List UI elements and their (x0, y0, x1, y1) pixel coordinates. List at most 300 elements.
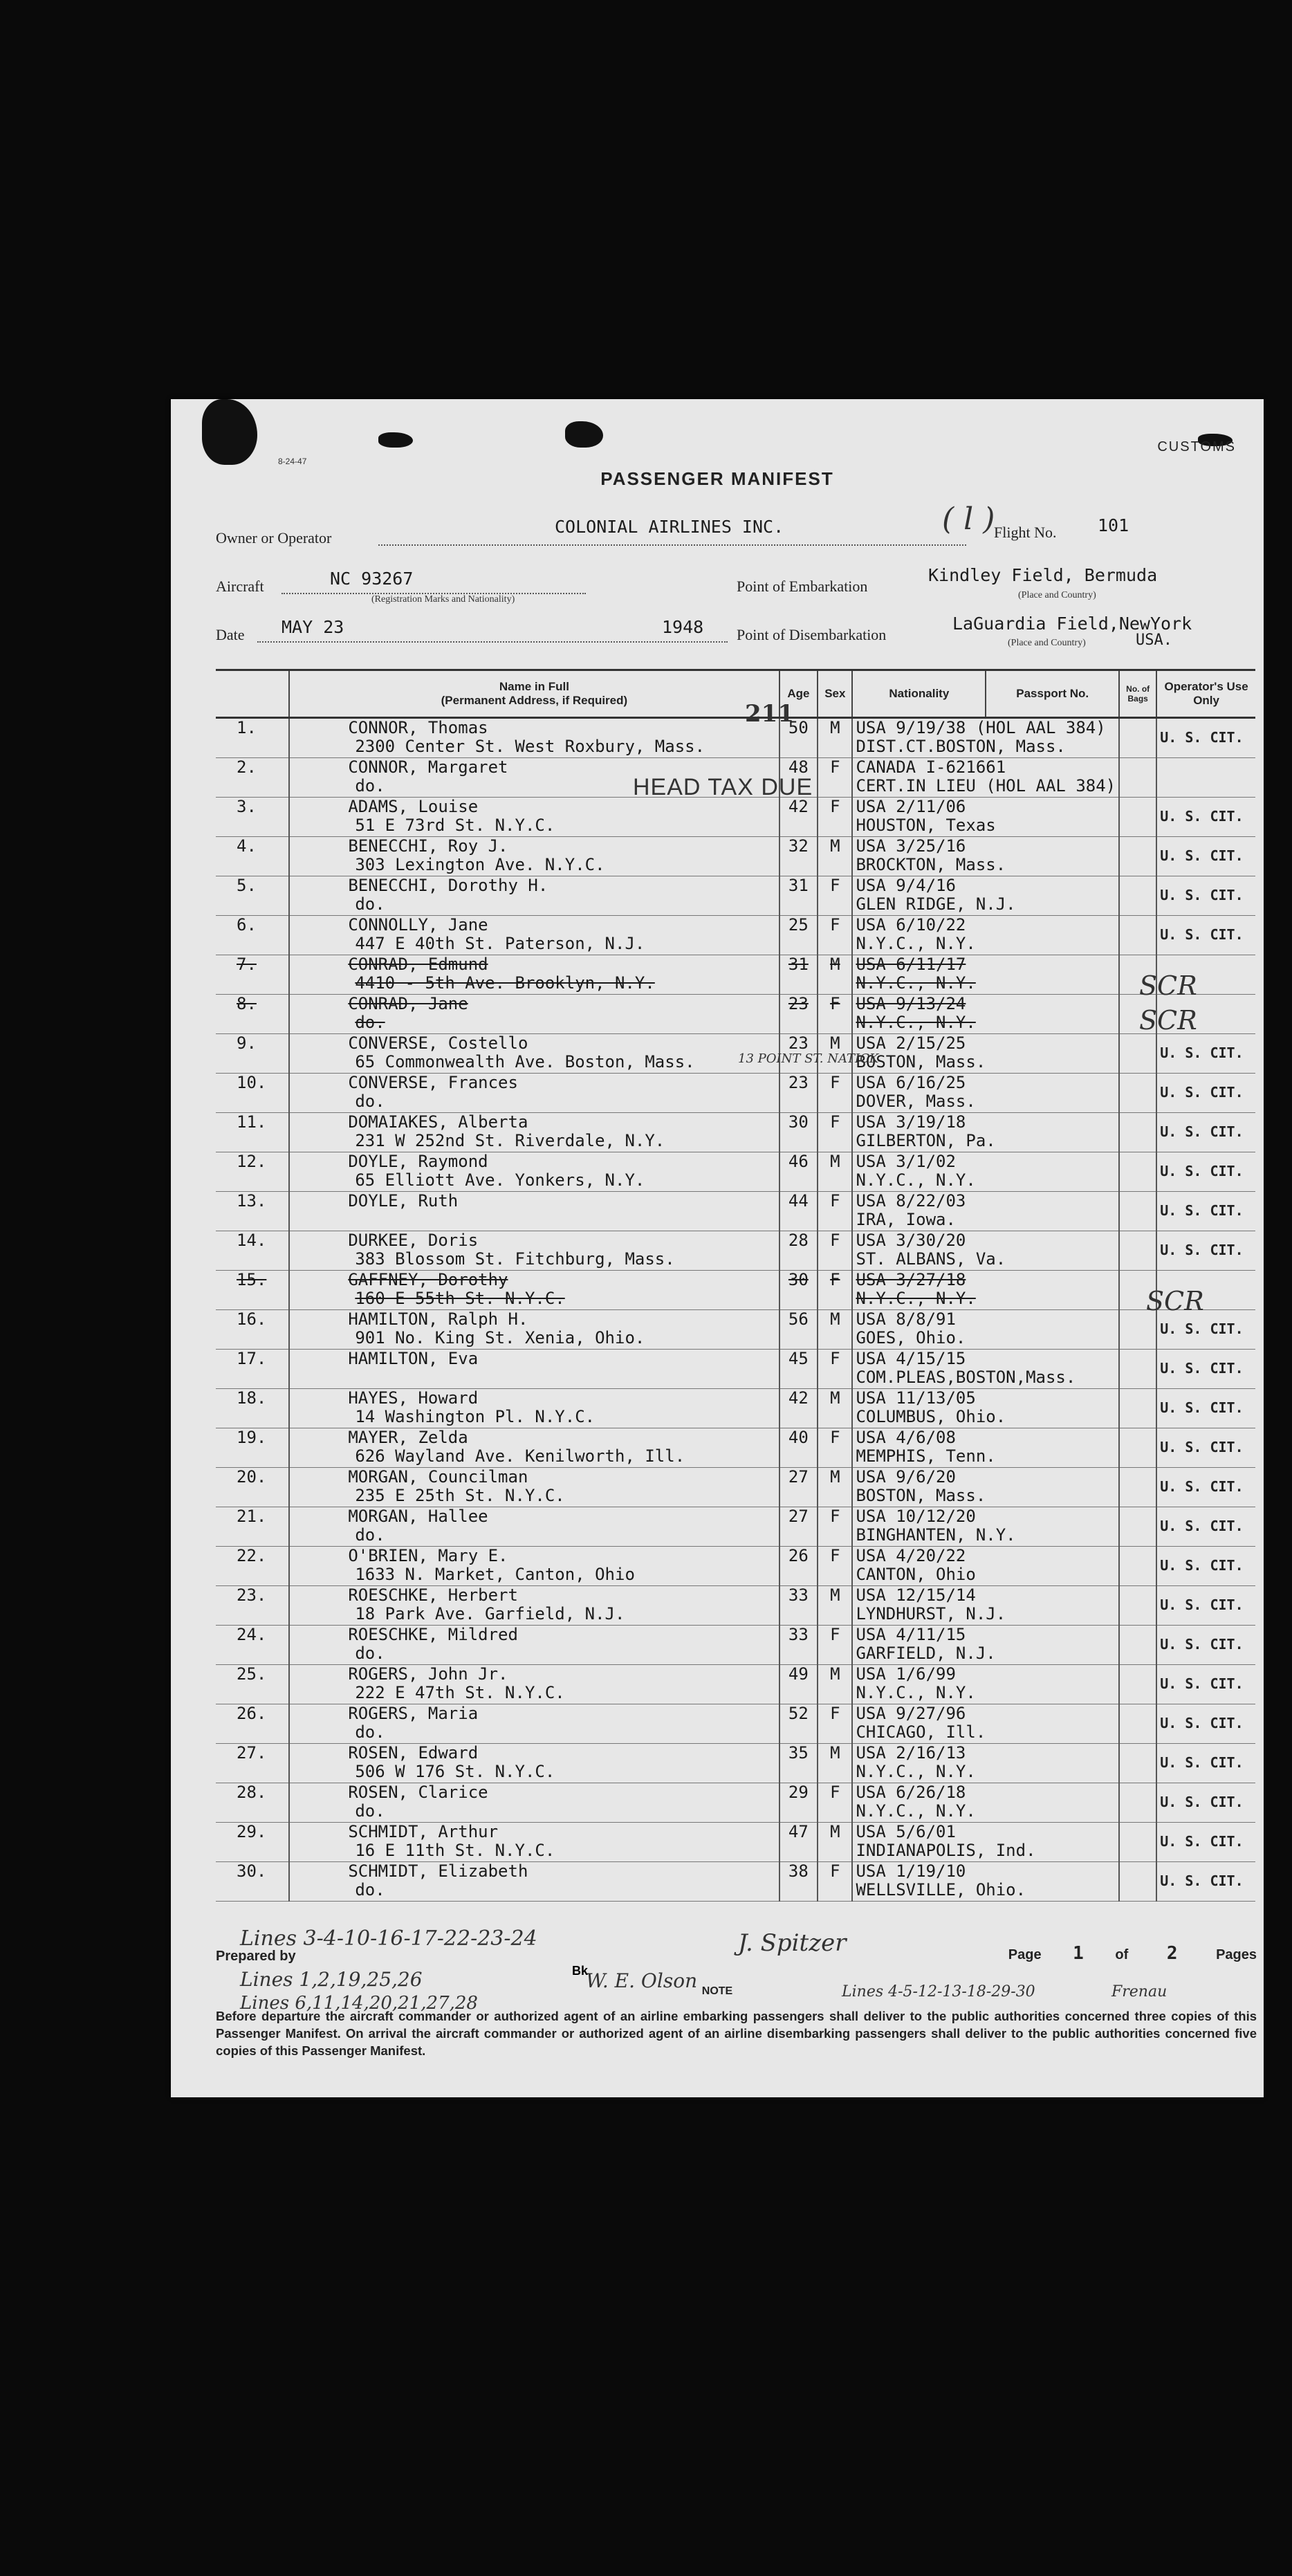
operator-stamp: U. S. CIT. (1160, 1675, 1244, 1692)
age-cell: 38 (779, 1862, 818, 1902)
sex-cell: M (818, 837, 852, 876)
table-row (216, 1428, 1255, 1468)
embark-label: Point of Embarkation (737, 578, 868, 595)
sex-cell: F (818, 1783, 852, 1823)
bk-label: Bk (572, 1964, 589, 1978)
operator-stamp: U. S. CIT. (1160, 1597, 1244, 1613)
form-number: 8-24-47 (278, 457, 307, 466)
passenger-address: do. (355, 1525, 385, 1545)
row-number: 25. (216, 1665, 289, 1704)
nationality-line-2: DOVER, Mass. (856, 1092, 976, 1111)
sex-cell: M (818, 1389, 852, 1428)
table-row (216, 1231, 1255, 1271)
bags-cell (1119, 916, 1156, 955)
passenger-table (216, 669, 1255, 1902)
age-cell: 27 (779, 1507, 818, 1547)
age-cell: 47 (779, 1823, 818, 1862)
page-label: Page (1008, 1947, 1042, 1962)
table-row (216, 1507, 1255, 1547)
passenger-name: O'BRIEN, Mary E. (348, 1546, 508, 1565)
operator-cell (1156, 1704, 1255, 1744)
passenger-name-cell (289, 955, 779, 995)
passenger-name-cell (289, 995, 779, 1034)
disembark-country: USA. (1136, 632, 1172, 649)
operator-cell (1156, 1231, 1255, 1271)
passenger-name: ROSEN, Clarice (348, 1783, 488, 1802)
sex-cell: F (818, 1862, 852, 1902)
operator-cell (1156, 718, 1255, 758)
table-row (216, 1034, 1255, 1074)
passenger-name: DURKEE, Doris (348, 1231, 479, 1250)
passenger-address: 65 Commonwealth Ave. Boston, Mass. (355, 1052, 695, 1071)
nationality-passport-cell (852, 837, 1119, 876)
passenger-name-cell (289, 1704, 779, 1744)
bags-cell (1119, 1586, 1156, 1626)
nationality-line-2: GLEN RIDGE, N.J. (856, 894, 1016, 914)
table-row (216, 1823, 1255, 1862)
passenger-name-cell (289, 1034, 779, 1074)
age-cell: 33 (779, 1626, 818, 1665)
nationality-line-2: N.Y.C., N.Y. (856, 973, 976, 993)
operator-stamp: U. S. CIT. (1160, 1557, 1244, 1574)
passenger-address: 65 Elliott Ave. Yonkers, N.Y. (355, 1170, 645, 1190)
nationality-passport-cell (852, 1152, 1119, 1192)
row-number: 24. (216, 1626, 289, 1665)
nationality-passport-cell (852, 1389, 1119, 1428)
aircraft-label: Aircraft (216, 578, 264, 595)
row-number: 14. (216, 1231, 289, 1271)
passenger-address: 2300 Center St. West Roxbury, Mass. (355, 737, 705, 756)
row-number: 3. (216, 798, 289, 837)
passenger-address: 447 E 40th St. Paterson, N.J. (355, 934, 645, 953)
bags-cell (1119, 1152, 1156, 1192)
operator-cell (1156, 1152, 1255, 1192)
row-number: 5. (216, 876, 289, 916)
bags-cell (1119, 1507, 1156, 1547)
passenger-name-cell (289, 1586, 779, 1626)
bags-cell (1119, 1350, 1156, 1389)
table-header-row (216, 670, 1255, 718)
nationality-line-1: USA 6/11/17 (856, 955, 966, 974)
disembark-label: Point of Disembarkation (737, 626, 887, 643)
operator-stamp: U. S. CIT. (1160, 1754, 1244, 1771)
hand-signature-a: J. Spitzer (738, 1929, 847, 1957)
nationality-line-2: MEMPHIS, Tenn. (856, 1446, 996, 1466)
nationality-passport-cell (852, 876, 1119, 916)
sex-cell: F (818, 1074, 852, 1113)
torn-edge-mark (565, 421, 603, 448)
passenger-name: ROESCHKE, Herbert (348, 1585, 518, 1605)
passenger-name: DOMAIAKES, Alberta (348, 1112, 528, 1132)
year-value: 1948 (662, 617, 704, 637)
nationality-line-2: COLUMBUS, Ohio. (856, 1407, 1006, 1426)
nationality-line-2: CERT.IN LIEU (HOL AAL 384) (856, 776, 1116, 795)
nationality-passport-cell (852, 1547, 1119, 1586)
nationality-line-1: CANADA I-621661 (856, 757, 1006, 777)
operator-stamp: U. S. CIT. (1160, 1715, 1244, 1731)
table-row (216, 1783, 1255, 1823)
passenger-name-cell (289, 1507, 779, 1547)
table-row (216, 876, 1255, 916)
sex-cell: F (818, 916, 852, 955)
table-row (216, 1468, 1255, 1507)
sex-cell: M (818, 1034, 852, 1074)
nationality-line-2: GARFIELD, N.J. (856, 1644, 996, 1663)
owner-value: COLONIAL AIRLINES INC. (555, 517, 784, 537)
bags-cell (1119, 876, 1156, 916)
passenger-address: do. (355, 1092, 385, 1111)
age-cell: 40 (779, 1428, 818, 1468)
nationality-line-2: LYNDHURST, N.J. (856, 1604, 1006, 1623)
table-row (216, 1389, 1255, 1428)
prepared-by-label: Prepared by (216, 1949, 296, 1964)
page-total: 2 (1166, 1943, 1178, 1964)
table-row (216, 1862, 1255, 1902)
nationality-line-1: USA 5/6/01 (856, 1822, 956, 1841)
passenger-name-cell (289, 1152, 779, 1192)
row-number: 2. (216, 758, 289, 798)
nationality-line-1: USA 1/6/99 (856, 1664, 956, 1684)
hand-line-1: Lines 3-4-10-16-17-22-23-24 (240, 1926, 537, 1951)
table-row (216, 837, 1255, 876)
passenger-name: ROSEN, Edward (348, 1743, 479, 1763)
operator-stamp: U. S. CIT. (1160, 1439, 1244, 1455)
passenger-name-cell (289, 1862, 779, 1902)
nationality-passport-cell (852, 1231, 1119, 1271)
operator-cell (1156, 1113, 1255, 1152)
of-label: of (1115, 1947, 1129, 1962)
passenger-name: DOYLE, Raymond (348, 1152, 488, 1171)
operator-cell (1156, 1862, 1255, 1902)
operator-stamp: U. S. CIT. (1160, 1123, 1244, 1140)
table-row (216, 995, 1255, 1034)
operator-cell (1156, 1350, 1255, 1389)
passenger-name-cell (289, 1074, 779, 1113)
header-name (289, 670, 779, 718)
scr-mark-row15: SCR (1146, 1286, 1204, 1316)
passenger-address: 235 E 25th St. N.Y.C. (355, 1486, 565, 1505)
nationality-line-2: N.Y.C., N.Y. (856, 1801, 976, 1821)
nationality-passport-cell (852, 1823, 1119, 1862)
nationality-line-1: USA 6/26/18 (856, 1783, 966, 1802)
disembark-value: LaGuardia Field,NewYork (952, 614, 1192, 634)
sex-cell: M (818, 1665, 852, 1704)
passenger-name: CONNOR, Margaret (348, 757, 508, 777)
operator-stamp: U. S. CIT. (1160, 1045, 1244, 1061)
passenger-name-cell (289, 1231, 779, 1271)
passenger-address: 901 No. King St. Xenia, Ohio. (355, 1328, 645, 1347)
nationality-passport-cell (852, 1428, 1119, 1468)
passenger-name: CONRAD, Jane (348, 994, 468, 1013)
sex-cell: M (818, 955, 852, 995)
operator-stamp (1160, 955, 1253, 965)
row-number: 4. (216, 837, 289, 876)
nationality-passport-cell (852, 955, 1119, 995)
nationality-line-1: USA 1/19/10 (856, 1861, 966, 1881)
passenger-name-cell (289, 1428, 779, 1468)
passenger-address: 51 E 73rd St. N.Y.C. (355, 816, 555, 835)
hand-line-4: Lines 4-5-12-13-18-29-30 (842, 1983, 1035, 2000)
passenger-address: 160 E 55th St. N.Y.C. (355, 1289, 565, 1308)
passenger-address: 4410 - 5th Ave. Brooklyn, N.Y. (355, 973, 655, 993)
nationality-passport-cell (852, 1704, 1119, 1744)
bags-cell (1119, 718, 1156, 758)
nationality-line-2: N.Y.C., N.Y. (856, 1289, 976, 1308)
bags-cell (1119, 1192, 1156, 1231)
age-cell: 42 (779, 1389, 818, 1428)
nationality-line-2: N.Y.C., N.Y. (856, 1013, 976, 1032)
operator-stamp: U. S. CIT. (1160, 1873, 1244, 1889)
row-number: 30. (216, 1862, 289, 1902)
age-cell: 32 (779, 837, 818, 876)
passenger-name-cell (289, 1310, 779, 1350)
passenger-name: GAFFNEY, Dorothy (348, 1270, 508, 1289)
table-row (216, 1744, 1255, 1783)
table-row (216, 1074, 1255, 1113)
operator-stamp: U. S. CIT. (1160, 808, 1244, 825)
aircraft-value: NC 93267 (330, 569, 414, 589)
operator-stamp: U. S. CIT. (1160, 1636, 1244, 1653)
bags-cell (1119, 1428, 1156, 1468)
nationality-passport-cell (852, 1626, 1119, 1665)
passenger-name: CONNOR, Thomas (348, 718, 488, 737)
nationality-line-2: GILBERTON, Pa. (856, 1131, 996, 1150)
operator-stamp: U. S. CIT. (1160, 887, 1244, 903)
hand-signature-b: W. E. Olson (586, 1969, 698, 1992)
age-cell: 46 (779, 1152, 818, 1192)
age-cell: 30 (779, 1113, 818, 1152)
operator-cell (1156, 1507, 1255, 1547)
operator-cell (1156, 1192, 1255, 1231)
sex-cell: M (818, 1310, 852, 1350)
operator-stamp (1160, 758, 1253, 768)
age-cell: 42 (779, 798, 818, 837)
passenger-address: 626 Wayland Ave. Kenilworth, Ill. (355, 1446, 685, 1466)
bags-cell (1119, 1823, 1156, 1862)
nationality-line-2: COM.PLEAS,BOSTON,Mass. (856, 1368, 1076, 1387)
age-cell: 31 (779, 955, 818, 995)
passenger-name: MORGAN, Councilman (348, 1467, 528, 1487)
nationality-line-1: USA 6/16/25 (856, 1073, 966, 1092)
passenger-name-cell (289, 1468, 779, 1507)
passenger-address: 383 Blossom St. Fitchburg, Mass. (355, 1249, 675, 1269)
sex-cell: M (818, 1744, 852, 1783)
nationality-line-2: INDIANAPOLIS, Ind. (856, 1841, 1036, 1860)
owner-label: Owner or Operator (216, 529, 332, 546)
nationality-line-1: USA 4/11/15 (856, 1625, 966, 1644)
nationality-line-1: USA 9/4/16 (856, 876, 956, 895)
row-number: 20. (216, 1468, 289, 1507)
row-number: 7. (216, 955, 289, 995)
nationality-line-2: N.Y.C., N.Y. (856, 1762, 976, 1781)
operator-stamp (1160, 1271, 1253, 1280)
annotation-211: 211 (745, 700, 794, 728)
row-number: 16. (216, 1310, 289, 1350)
operator-stamp: U. S. CIT. (1160, 1399, 1244, 1416)
nationality-passport-cell (852, 1113, 1119, 1152)
nationality-line-2: BINGHANTEN, N.Y. (856, 1525, 1016, 1545)
passenger-name-cell (289, 1783, 779, 1823)
passenger-name-cell (289, 1192, 779, 1231)
operator-stamp: U. S. CIT. (1160, 1794, 1244, 1810)
row-number: 11. (216, 1113, 289, 1152)
nationality-line-1: USA 10/12/20 (856, 1507, 976, 1526)
sex-cell: M (818, 1468, 852, 1507)
nationality-line-2: HOUSTON, Texas (856, 816, 996, 835)
operator-stamp: U. S. CIT. (1160, 1360, 1244, 1377)
operator-cell (1156, 1586, 1255, 1626)
sex-cell: M (818, 718, 852, 758)
passenger-name: MORGAN, Hallee (348, 1507, 488, 1526)
row-number: 17. (216, 1350, 289, 1389)
passenger-name-cell (289, 1626, 779, 1665)
page-title: PASSENGER MANIFEST (600, 468, 834, 489)
age-cell: 28 (779, 1231, 818, 1271)
sex-cell: M (818, 1152, 852, 1192)
passenger-name: CONVERSE, Costello (348, 1033, 528, 1053)
sex-cell: F (818, 1547, 852, 1586)
customs-label: CUSTOMS (1157, 439, 1236, 454)
row-number: 10. (216, 1074, 289, 1113)
nationality-passport-cell (852, 916, 1119, 955)
passenger-name: DOYLE, Ruth (348, 1191, 459, 1211)
bags-cell (1119, 1074, 1156, 1113)
row-number: 6. (216, 916, 289, 955)
operator-cell (1156, 1823, 1255, 1862)
nationality-line-2: WELLSVILLE, Ohio. (856, 1880, 1026, 1899)
row-number: 18. (216, 1389, 289, 1428)
nationality-line-1: USA 9/19/38 (HOL AAL 384) (856, 718, 1106, 737)
nationality-line-1: USA 9/13/24 (856, 994, 966, 1013)
operator-cell (1156, 1468, 1255, 1507)
nationality-passport-cell (852, 1271, 1119, 1310)
operator-stamp: U. S. CIT. (1160, 1202, 1244, 1219)
nationality-passport-cell (852, 1586, 1119, 1626)
nationality-line-1: USA 12/15/14 (856, 1585, 976, 1605)
bags-cell (1119, 1744, 1156, 1783)
disembark-sublabel: (Place and Country) (1008, 638, 1086, 648)
nationality-line-2: N.Y.C., N.Y. (856, 1170, 976, 1190)
passenger-address: do. (355, 1880, 385, 1899)
passenger-name: HAMILTON, Ralph H. (348, 1309, 528, 1329)
passenger-address: do. (355, 776, 385, 795)
table-row (216, 798, 1255, 837)
passenger-name-cell (289, 798, 779, 837)
bags-cell (1119, 1665, 1156, 1704)
operator-stamp: U. S. CIT. (1160, 1321, 1244, 1337)
nationality-line-1: USA 6/10/22 (856, 915, 966, 935)
passenger-name-cell (289, 1271, 779, 1310)
operator-stamp: U. S. CIT. (1160, 847, 1244, 864)
passenger-name: ROGERS, John Jr. (348, 1664, 508, 1684)
operator-stamp: U. S. CIT. (1160, 1478, 1244, 1495)
flight-value: 101 (1098, 515, 1129, 535)
nationality-line-1: USA 3/19/18 (856, 1112, 966, 1132)
operator-cell (1156, 876, 1255, 916)
operator-cell (1156, 1074, 1255, 1113)
age-cell: 30 (779, 1271, 818, 1310)
header-name-label: Name in Full (499, 679, 569, 693)
nationality-passport-cell (852, 798, 1119, 837)
sex-cell: F (818, 1626, 852, 1665)
sex-cell: F (818, 995, 852, 1034)
passenger-address: 506 W 176 St. N.Y.C. (355, 1762, 555, 1781)
note-heading: NOTE (701, 1985, 733, 1997)
passenger-name: CONVERSE, Frances (348, 1073, 518, 1092)
embark-sublabel: (Place and Country) (1018, 590, 1096, 600)
passenger-rows (216, 718, 1255, 1902)
passenger-name: ROGERS, Maria (348, 1704, 479, 1723)
operator-stamp: U. S. CIT. (1160, 1518, 1244, 1534)
age-cell: 23 (779, 995, 818, 1034)
header-bags: No. of Bags (1119, 670, 1156, 718)
manifest-page (171, 399, 1264, 2097)
passenger-name: ADAMS, Louise (348, 797, 479, 816)
scr-mark-row8: SCR (1139, 1005, 1197, 1036)
passenger-name-cell (289, 1113, 779, 1152)
flight-label: Flight No. (994, 524, 1057, 541)
header-nationality: Nationality (852, 670, 986, 718)
sex-cell: F (818, 1704, 852, 1744)
sex-cell: F (818, 1350, 852, 1389)
passenger-name-cell (289, 916, 779, 955)
operator-cell (1156, 1626, 1255, 1665)
bags-cell (1119, 1862, 1156, 1902)
nationality-passport-cell (852, 1468, 1119, 1507)
torn-edge-mark (202, 399, 257, 465)
row-number: 15. (216, 1271, 289, 1310)
passenger-address: 18 Park Ave. Garfield, N.J. (355, 1604, 625, 1623)
passenger-address: do. (355, 1801, 385, 1821)
bags-cell (1119, 1231, 1156, 1271)
passenger-name: ROESCHKE, Mildred (348, 1625, 518, 1644)
annotation-row9-address: 13 POINT ST. NATICK (738, 1051, 879, 1066)
nationality-line-2: BOSTON, Mass. (856, 1052, 986, 1071)
operator-cell (1156, 758, 1255, 798)
row-number: 9. (216, 1034, 289, 1074)
nationality-line-2: N.Y.C., N.Y. (856, 934, 976, 953)
passenger-name: SCHMIDT, Elizabeth (348, 1861, 528, 1881)
torn-edge-mark (378, 432, 413, 448)
row-number: 19. (216, 1428, 289, 1468)
nationality-passport-cell (852, 1074, 1119, 1113)
nationality-line-1: USA 2/11/06 (856, 797, 966, 816)
passenger-name-cell (289, 718, 779, 758)
table-row (216, 1586, 1255, 1626)
nationality-line-2: ST. ALBANS, Va. (856, 1249, 1006, 1269)
age-cell: 52 (779, 1704, 818, 1744)
sex-cell: M (818, 1823, 852, 1862)
bags-cell (1119, 1626, 1156, 1665)
nationality-passport-cell (852, 1350, 1119, 1389)
bags-cell (1119, 1704, 1156, 1744)
table-row (216, 1192, 1255, 1231)
nationality-line-2: BROCKTON, Mass. (856, 855, 1006, 874)
nationality-line-2: CANTON, Ohio (856, 1565, 976, 1584)
passenger-name: HAMILTON, Eva (348, 1349, 479, 1368)
nationality-line-2: DIST.CT.BOSTON, Mass. (856, 737, 1066, 756)
operator-stamp: U. S. CIT. (1160, 1242, 1244, 1258)
age-cell: 25 (779, 916, 818, 955)
passenger-name-cell (289, 1547, 779, 1586)
operator-stamp: U. S. CIT. (1160, 1833, 1244, 1850)
age-cell: 29 (779, 1783, 818, 1823)
passenger-name: CONRAD, Edmund (348, 955, 488, 974)
nationality-passport-cell (852, 1744, 1119, 1783)
passenger-address: 303 Lexington Ave. N.Y.C. (355, 855, 605, 874)
embark-value: Kindley Field, Bermuda (928, 565, 1158, 585)
passenger-name-cell (289, 1350, 779, 1389)
